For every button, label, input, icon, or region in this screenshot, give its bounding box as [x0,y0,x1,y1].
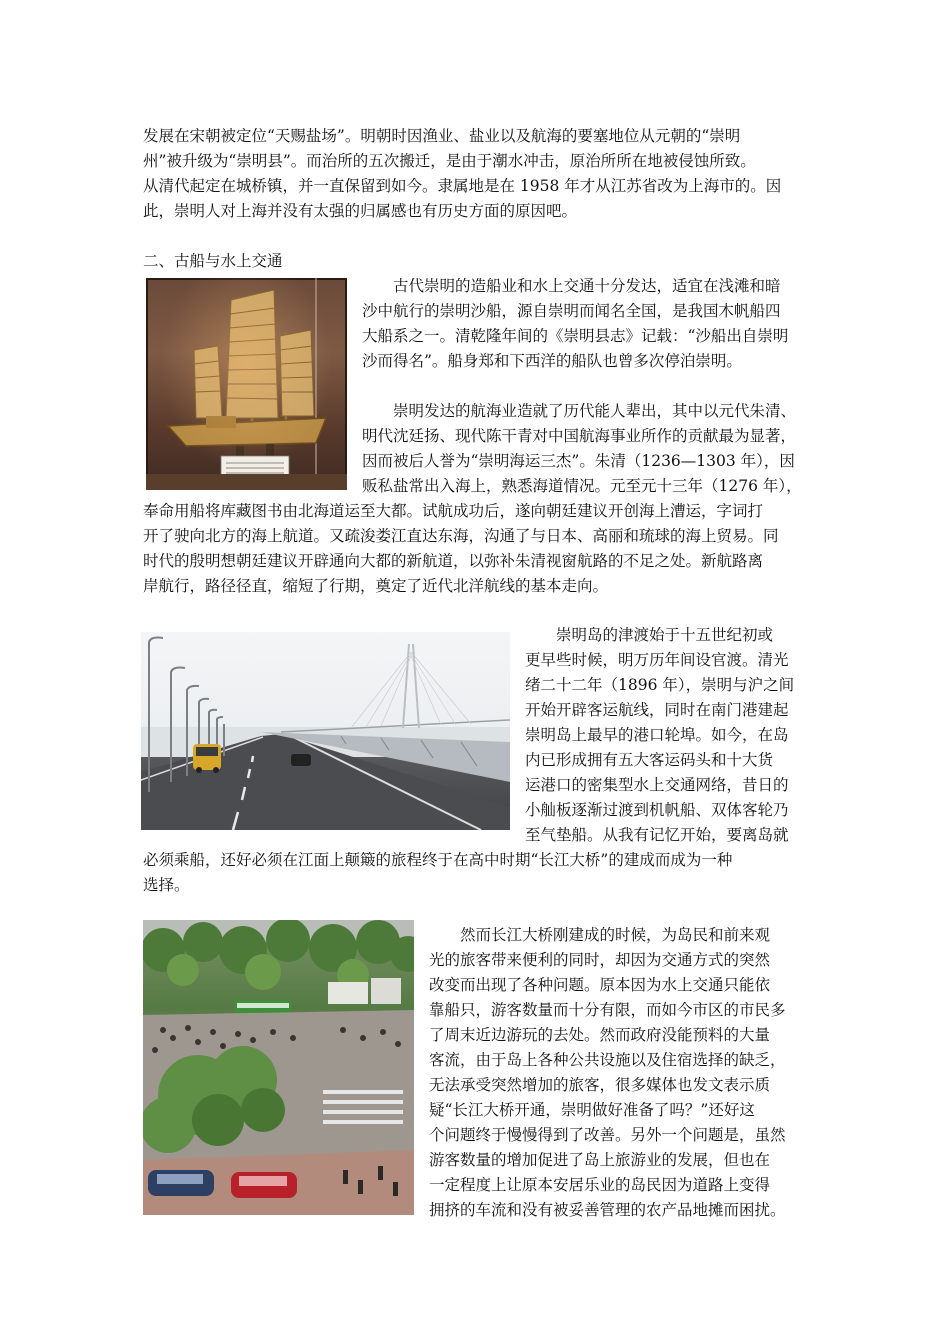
text-line: 时代的殷明想朝廷建议开辟通向大都的新航道，以弥补朱清视窗航路的不足之处。新航路离 [143,552,764,570]
section-heading: 二、古船与水上交通 [143,252,283,270]
text-line: 明代沈廷扬、现代陈干青对中国航海事业所作的贡献最为显著， [362,427,797,445]
navy-paragraph-wide [143,499,813,599]
bridge-photo [141,632,510,830]
bridge-illustration [141,632,510,830]
intro-paragraph [143,124,807,224]
text-line: 了周末近边游玩的去处。然而政府没能预料的大量 [429,1026,771,1044]
text-line: 然而长江大桥刚建成的时候，为岛民和前来观 [460,926,771,944]
text-line: 此，崇明人对上海并没有太强的归属感也有历史方面的原因吧。 [143,202,578,220]
text-line: 拥挤的车流和没有被妥善管理的农产品地摊而困扰。 [429,1201,786,1219]
text-line: 因而被后人誉为“崇明海运三杰”。朱清（1236—1303 年），因 [362,452,795,470]
ferry-paragraph-narrow [525,623,815,848]
text-line: 沙中航行的崇明沙船，源自崇明而闻名全国，是我国木帆船四 [362,302,781,320]
text-line: 无法承受突然增加的旅客，很多媒体也发文表示质 [429,1076,771,1094]
ship-model-photo [146,278,347,490]
text-line: 内已形成拥有五大客运码头和十大货 [525,751,774,769]
text-line: 个问题终于慢慢得到了改善。另外一个问题是，虽然 [429,1126,786,1144]
text-line: 开了驶向北方的海上航道。又疏浚娄江直达东海，沟通了与日本、高丽和琉球的海上贸易。同 [143,527,779,545]
text-line: 游客数量的增加促进了岛上旅游业的发展，但也在 [429,1151,771,1169]
crowd-photo [143,920,414,1215]
text-line: 岸航行，路径径直，缩短了行期，奠定了近代北洋航线的基本走向。 [143,577,609,595]
ferry-paragraph-wide [143,848,813,898]
text-line: 州”被升级为“崇明县”。而治所的五次搬迁，是由于潮水冲击，原治所所在地被侵蚀所致。 [143,152,756,170]
ship-paragraph [362,274,812,374]
crowd-illustration [143,920,414,1215]
text-line: 大船系之一。清乾隆年间的《崇明县志》记载：“沙船出自崇明 [362,327,789,345]
text-line: 奉命用船将库藏图书由北海道运至大都。试航成功后，遂向朝廷建议开创海上漕运，字词打 [143,502,764,520]
text-line: 更早些时候，明万历年间设官渡。清光 [525,651,789,669]
text-line: 贩私盐常出入海上，熟悉海道情况。元至元十三年（1276 年）， [362,477,802,495]
text-line: 绪二十二年（1896 年），崇明与沪之间 [525,676,795,694]
text-line: 改变而出现了各种问题。原本因为水上交通只能依 [429,976,771,994]
text-line: 崇明岛上最早的港口轮埠。如今，在岛 [525,726,789,744]
text-line: 沙而得名”。船身郑和下西洋的船队也曾多次停泊崇明。 [362,352,742,370]
text-line: 崇明发达的航海业造就了历代能人辈出，其中以元代朱清、 [393,402,797,420]
text-line: 疑“长江大桥开通，崇明做好准备了吗？”还好这 [429,1101,755,1119]
text-line: 至气垫船。从我有记忆开始，要离岛就 [525,826,789,844]
text-line: 发展在宋朝被定位“天赐盐场”。明朝时因渔业、盐业以及航海的要塞地位从元朝的“崇明 [143,127,741,145]
bridge-paragraph [429,923,819,1223]
text-line: 从清代起定在城桥镇，并一直保留到如今。隶属地是在 1958 年才从江苏省改为上海市的。因 [143,177,782,195]
text-line: 崇明岛的津渡始于十五世纪初或 [556,626,774,644]
text-line: 必须乘船，还好必须在江面上颠簸的旅程终于在高中时期“长江大桥”的建成而成为一种 [143,851,733,869]
text-line: 古代崇明的造船业和水上交通十分发达，适宜在浅滩和暗 [393,277,781,295]
text-line: 小舢板逐渐过渡到机帆船、双体客轮乃 [525,801,789,819]
navy-paragraph-narrow [362,399,822,499]
text-line: 光的旅客带来便利的同时，却因为交通方式的突然 [429,951,771,969]
text-line: 靠船只，游客数量而十分有限，而如今市区的市民多 [429,1001,786,1019]
museum-light [146,278,347,490]
text-line: 选择。 [143,876,190,894]
text-line: 开始开辟客运航线，同时在南门港建起 [525,701,789,719]
text-line: 运港口的密集型水上交通网络，昔日的 [525,776,789,794]
text-line: 一定程度上让原本安居乐业的岛民因为道路上变得 [429,1176,771,1194]
text-line: 客流，由于岛上各种公共设施以及住宿选择的缺乏， [429,1051,786,1069]
